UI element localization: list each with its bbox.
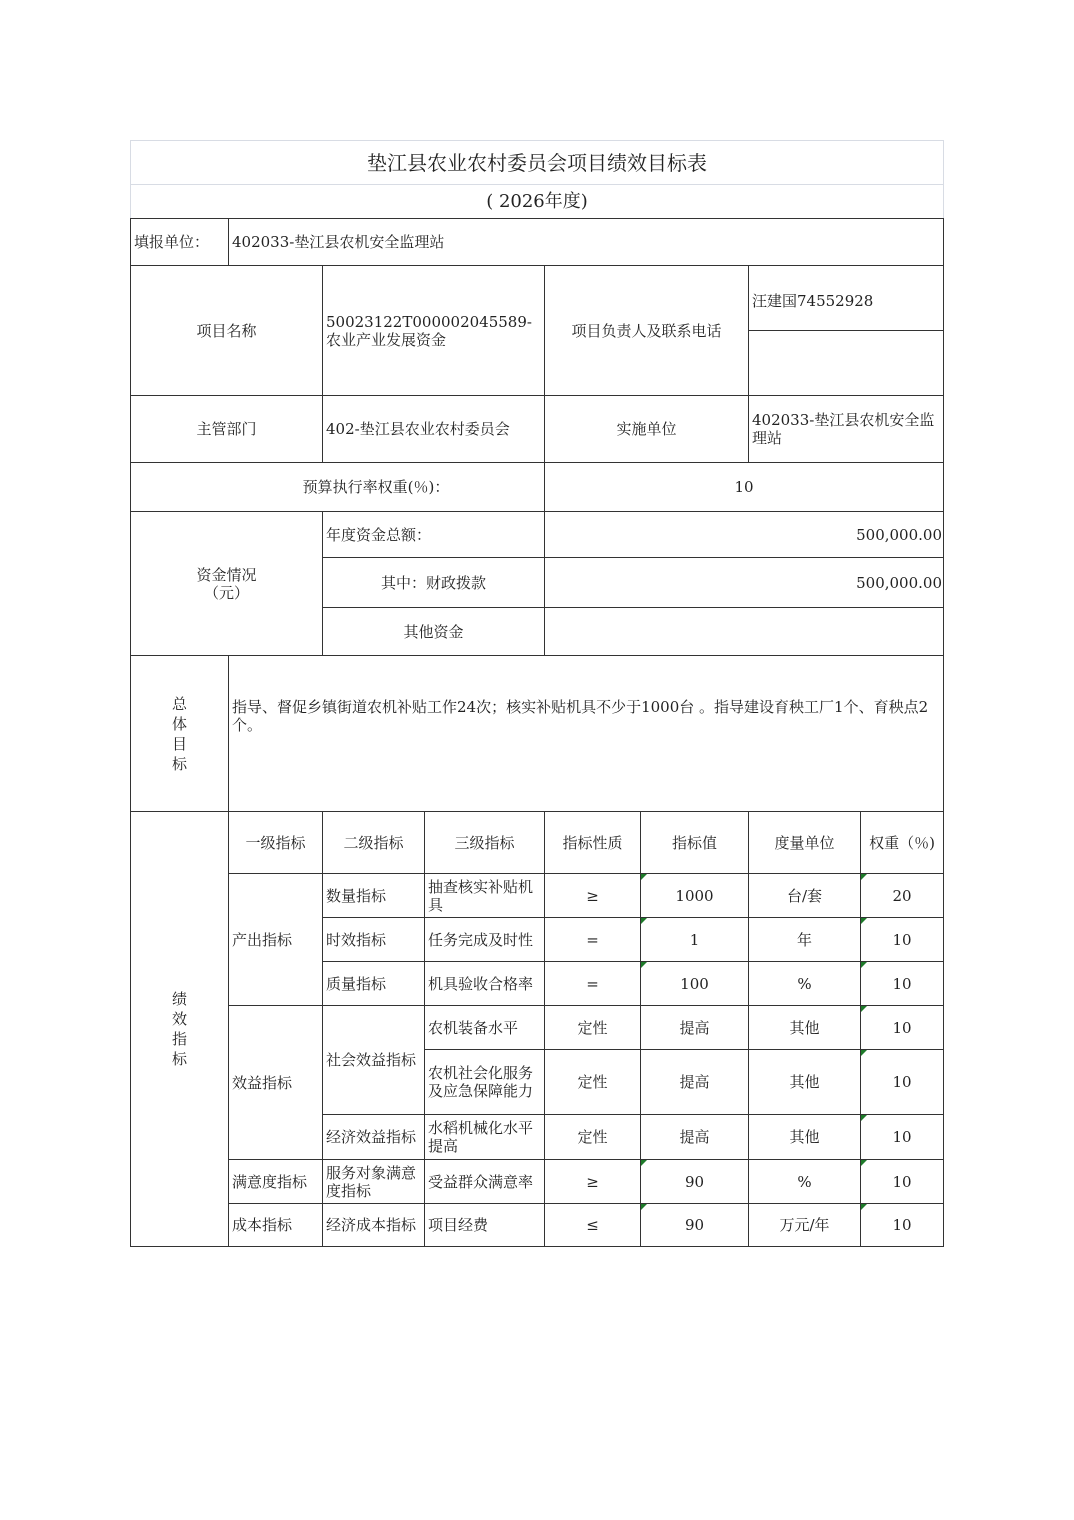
funds-total-value: 500,000.00 (545, 512, 944, 558)
funds-total-label: 年度资金总额： (323, 512, 545, 558)
nature-cell: ≤ (545, 1204, 641, 1247)
header-level2: 二级指标 (323, 812, 425, 874)
header-nature: 指标性质 (545, 812, 641, 874)
header-value: 指标值 (641, 812, 749, 874)
level3-cell: 机具验收合格率 (425, 962, 545, 1006)
unit-cell: % (749, 1160, 861, 1204)
fill-unit-value: 402033-垫江县农机安全监理站 (229, 219, 944, 266)
project-name-value: 50023122T000002045589-农业产业发展资金 (323, 266, 545, 396)
level2-quantity: 数量指标 (323, 874, 425, 918)
value-cell: 1 (641, 918, 749, 962)
level2-economic-cost: 经济成本指标 (323, 1204, 425, 1247)
department-label: 主管部门 (131, 396, 323, 463)
level3-cell: 抽查核实补贴机具 (425, 874, 545, 918)
funds-other-value (545, 608, 944, 656)
project-contact-value: 汪建国74552928 (749, 266, 944, 331)
indicator-row (131, 1160, 944, 1204)
level3-cell: 农机社会化服务及应急保障能力 (425, 1050, 545, 1115)
level1-benefit: 效益指标 (229, 1006, 323, 1160)
unit-cell: 台/套 (749, 874, 861, 918)
budget-weight-label: 预算执行率权重(％)： (131, 463, 545, 512)
funds-label (131, 512, 323, 656)
level3-cell: 农机装备水平 (425, 1006, 545, 1050)
weight-cell: 10 (861, 962, 944, 1006)
project-contact-label: 项目负责人及联系电话 (545, 266, 749, 396)
indicator-row (131, 1006, 944, 1050)
implementer-value: 402033-垫江县农机安全监理站 (749, 396, 944, 463)
weight-cell: 20 (861, 874, 944, 918)
unit-cell: % (749, 962, 861, 1006)
weight-cell: 10 (861, 1115, 944, 1160)
unit-cell: 其他 (749, 1006, 861, 1050)
performance-target-table (130, 140, 944, 1247)
level2-quality: 质量指标 (323, 962, 425, 1006)
unit-cell: 年 (749, 918, 861, 962)
overall-goal-label-text: 总体目标 (171, 694, 187, 773)
department-value: 402-垫江县农业农村委员会 (323, 396, 545, 463)
weight-cell: 10 (861, 1050, 944, 1115)
performance-label (131, 812, 229, 1247)
header-level3: 三级指标 (425, 812, 545, 874)
level1-cost: 成本指标 (229, 1204, 323, 1247)
value-cell: 提高 (641, 1050, 749, 1115)
level1-output: 产出指标 (229, 874, 323, 1006)
header-weight: 权重（％) (861, 812, 944, 874)
indicator-row (131, 1204, 944, 1247)
funds-fiscal-label: 其中：财政拨款 (323, 558, 545, 608)
sheet-year: ( 2026年度) (131, 185, 944, 219)
level3-cell: 水稻机械化水平提高 (425, 1115, 545, 1160)
level2-economic-benefit: 经济效益指标 (323, 1115, 425, 1160)
nature-cell: 定性 (545, 1115, 641, 1160)
nature-cell: 定性 (545, 1050, 641, 1115)
nature-cell: ≥ (545, 874, 641, 918)
performance-target-sheet (130, 140, 943, 1247)
funds-label-line2: （元） (203, 583, 249, 602)
level2-service-satisfaction: 服务对象满意度指标 (323, 1160, 425, 1204)
performance-label-text: 绩效指标 (171, 990, 187, 1068)
nature-cell: ≥ (545, 1160, 641, 1204)
level2-social-benefit: 社会效益指标 (323, 1006, 425, 1115)
funds-fiscal-value: 500,000.00 (545, 558, 944, 608)
level3-cell: 受益群众满意率 (425, 1160, 545, 1204)
overall-goal-text: 指导、督促乡镇街道农机补贴工作24次；核实补贴机具不少于1000台 。指导建设育秧工厂1个、育秧点2个。 (229, 656, 944, 812)
header-unit: 度量单位 (749, 812, 861, 874)
weight-cell: 10 (861, 1204, 944, 1247)
value-cell: 1000 (641, 874, 749, 918)
value-cell: 90 (641, 1204, 749, 1247)
level3-cell: 任务完成及时性 (425, 918, 545, 962)
unit-cell: 万元/年 (749, 1204, 861, 1247)
implementer-label: 实施单位 (545, 396, 749, 463)
funds-label-line1: 资金情况 (196, 565, 257, 584)
sheet-title: 垫江县农业农村委员会项目绩效目标表 (131, 141, 944, 185)
value-cell: 提高 (641, 1006, 749, 1050)
project-contact-value-2 (749, 331, 944, 396)
nature-cell: = (545, 962, 641, 1006)
nature-cell: = (545, 918, 641, 962)
fill-unit-label: 填报单位： (131, 219, 229, 266)
level3-cell: 项目经费 (425, 1204, 545, 1247)
project-name-label: 项目名称 (131, 266, 323, 396)
value-cell: 100 (641, 962, 749, 1006)
indicator-row (131, 874, 944, 918)
unit-cell: 其他 (749, 1115, 861, 1160)
overall-goal-label (131, 656, 229, 812)
level1-satisfaction: 满意度指标 (229, 1160, 323, 1204)
header-level1: 一级指标 (229, 812, 323, 874)
weight-cell: 10 (861, 918, 944, 962)
weight-cell: 10 (861, 1160, 944, 1204)
weight-cell: 10 (861, 1006, 944, 1050)
nature-cell: 定性 (545, 1006, 641, 1050)
level2-timeliness: 时效指标 (323, 918, 425, 962)
budget-weight-value: 10 (545, 463, 944, 512)
funds-other-label: 其他资金 (323, 608, 545, 656)
unit-cell: 其他 (749, 1050, 861, 1115)
value-cell: 提高 (641, 1115, 749, 1160)
value-cell: 90 (641, 1160, 749, 1204)
